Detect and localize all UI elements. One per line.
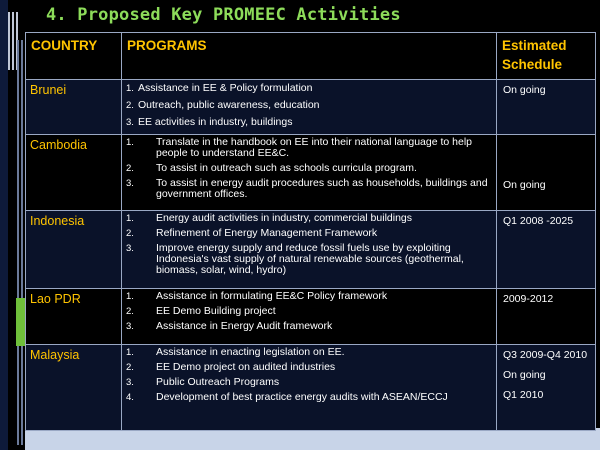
- program-text: EE Demo project on audited industries: [156, 361, 336, 373]
- program-text: Assistance in EE & Policy formulation: [138, 82, 313, 94]
- program-item: [122, 291, 496, 302]
- left-decor-bar: [0, 0, 8, 450]
- table-row: [26, 211, 596, 289]
- schedule-text: 2009-2012: [503, 293, 554, 305]
- program-number: 1.: [126, 347, 134, 358]
- program-item: [122, 83, 496, 94]
- country-cell: Malaysia: [26, 345, 122, 431]
- program-text: To assist in energy audit procedures such as households, buildings and government offices.: [156, 177, 488, 200]
- program-number: 1.: [126, 83, 134, 94]
- program-item: [122, 178, 496, 200]
- country-cell: Cambodia: [26, 135, 122, 211]
- program-text: To assist in outreach such as schools curricula program.: [156, 162, 417, 174]
- program-text: EE Demo Building project: [156, 305, 276, 317]
- program-number: 1.: [126, 213, 134, 224]
- country-cell: Brunei: [26, 80, 122, 135]
- program-item: [122, 117, 496, 128]
- table-row: [26, 345, 596, 431]
- header-programs: PROGRAMS: [122, 33, 497, 80]
- header-country: COUNTRY: [26, 33, 122, 80]
- program-number: 4.: [126, 392, 134, 403]
- program-number: 3.: [126, 377, 134, 388]
- program-item: [122, 100, 496, 111]
- program-item: [122, 392, 496, 403]
- program-number: 3.: [126, 321, 134, 332]
- programs-cell: [122, 211, 497, 289]
- table-header-row: [26, 33, 596, 80]
- activities-table: [25, 32, 596, 431]
- program-text: Development of best practice energy audits with ASEAN/ECCJ: [156, 391, 448, 403]
- program-item: [122, 243, 496, 276]
- programs-cell: [122, 345, 497, 431]
- program-item: [122, 163, 496, 174]
- header-schedule: Estimated Schedule: [497, 33, 596, 80]
- program-text: Public Outreach Programs: [156, 376, 280, 388]
- table-row: [26, 80, 596, 135]
- program-text: Refinement of Energy Management Framework: [156, 227, 378, 239]
- program-item: [122, 347, 496, 358]
- schedule-text: On going: [503, 369, 546, 381]
- schedule-cell: [497, 345, 596, 431]
- program-text: EE activities in industry, buildings: [138, 116, 293, 128]
- program-text: Outreach, public awareness, education: [138, 99, 320, 111]
- program-item: [122, 377, 496, 388]
- table-row: [26, 289, 596, 345]
- schedule-text: On going: [503, 84, 546, 96]
- program-item: [122, 213, 496, 224]
- programs-cell: [122, 80, 497, 135]
- program-item: [122, 137, 496, 159]
- program-number: 2.: [126, 362, 134, 373]
- program-text: Energy audit activities in industry, commercial buildings: [156, 212, 412, 224]
- program-number: 1.: [126, 291, 134, 302]
- schedule-cell: [497, 211, 596, 289]
- program-item: [122, 228, 496, 239]
- program-text: Translate in the handbook on EE into their national language to help people to understand EE&C.: [156, 136, 473, 159]
- country-cell: Indonesia: [26, 211, 122, 289]
- program-text: Assistance in Energy Audit framework: [156, 320, 333, 332]
- program-number: 2.: [126, 100, 134, 111]
- schedule-text: Q1 2010: [503, 389, 544, 401]
- schedule-text: Q3 2009-Q4 2010: [503, 349, 588, 361]
- bottom-decor-bar: [25, 428, 600, 450]
- program-number: 2.: [126, 228, 134, 239]
- program-item: [122, 321, 496, 332]
- program-number: 2.: [126, 163, 134, 174]
- program-number: 3.: [126, 243, 134, 254]
- program-number: 3.: [126, 178, 134, 189]
- program-text: Assistance in formulating EE&C Policy framework: [156, 290, 388, 302]
- page-title: 4. Proposed Key PROMEEC Activities: [46, 5, 401, 25]
- program-item: [122, 306, 496, 317]
- schedule-text: On going: [503, 179, 546, 191]
- program-text: Improve energy supply and reduce fossil fuels use by exploiting Indonesia's vast supply of natural renewable sources (geothermal, biomass, solar, wind, hydro): [156, 242, 464, 276]
- country-cell: Lao PDR: [26, 289, 122, 345]
- schedule-cell: [497, 135, 596, 211]
- programs-cell: [122, 135, 497, 211]
- side-decor-accent: [16, 298, 25, 346]
- program-item: [122, 362, 496, 373]
- schedule-cell: [497, 289, 596, 345]
- table-row: [26, 135, 596, 211]
- program-number: 1.: [126, 137, 134, 148]
- program-number: 3.: [126, 117, 134, 128]
- side-decor-lines: [17, 40, 24, 445]
- schedule-text: Q1 2008 -2025: [503, 215, 574, 227]
- programs-cell: [122, 289, 497, 345]
- program-number: 2.: [126, 306, 134, 317]
- schedule-cell: [497, 80, 596, 135]
- program-text: Assistance in enacting legislation on EE.: [156, 346, 345, 358]
